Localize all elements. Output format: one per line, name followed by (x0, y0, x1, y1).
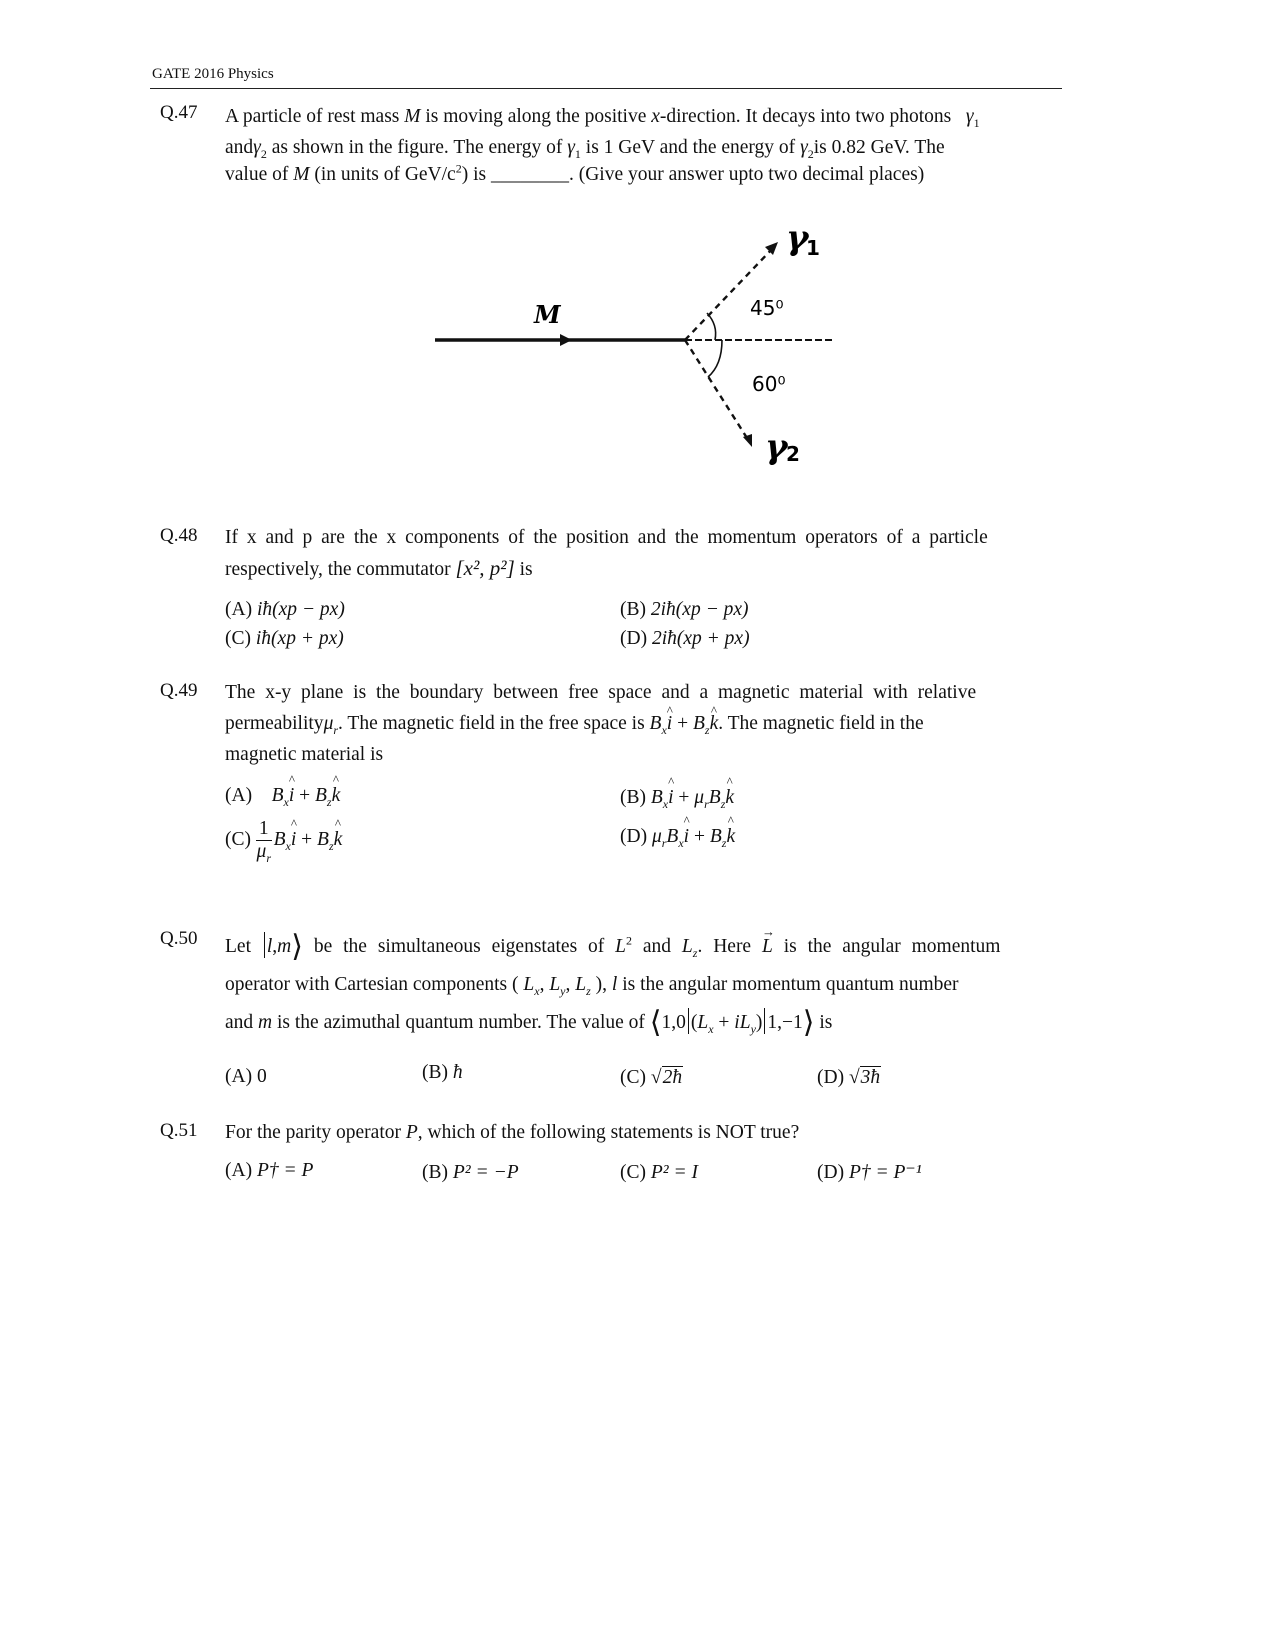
gamma1-arrowhead (765, 242, 778, 255)
q49-option-a[interactable]: (A) $B_x\^{}$ $i + B_z\^{}$ k (225, 785, 340, 807)
question-51-text: For the parity operator P, which of the following statements is NOT true? (225, 1122, 800, 1143)
q49-line-1: The x-y plane is the boundary between free space and a magnetic material with relative (225, 682, 977, 703)
question-number-50: Q.50 (160, 928, 198, 949)
label-gamma2: γ (765, 427, 788, 467)
q51-option-b[interactable]: (B) P² = −P (422, 1162, 519, 1183)
q50-option-a[interactable]: (A) 0 (225, 1066, 267, 1087)
label-gamma1-sub: 1 (806, 236, 820, 260)
q51-option-a[interactable]: (A) P† = P (225, 1160, 314, 1181)
label-angle-60: 60⁰ (752, 372, 786, 396)
label-gamma2-sub: 2 (786, 442, 800, 466)
q49-option-b[interactable]: (B) $B_x\^{}$ $i + \mu_rB_z\^{}$ k (620, 787, 734, 809)
question-number-47: Q.47 (160, 102, 198, 123)
question-number-51: Q.51 (160, 1120, 198, 1141)
gamma1-path (685, 248, 773, 340)
q48-option-c[interactable]: (C) iħ(xp + px) (225, 628, 344, 649)
q49-line-3: magnetic material is (225, 744, 384, 765)
q50-line-3: and m is the azimuthal quantum number. The value of ⟨1,0 $(L_x + iL_y)$ 1,−1⟩ is (225, 1006, 833, 1039)
q48-option-b[interactable]: (B) 2iħ(xp − px) (620, 599, 749, 620)
question-50-text (225, 928, 1045, 1042)
track-arrowhead (560, 334, 572, 346)
question-49-text (225, 677, 1045, 770)
q51-option-d[interactable]: (D) P† = P⁻¹ (817, 1162, 922, 1183)
angle-arc-60 (708, 340, 722, 377)
q50-option-d[interactable]: (D) √3ħ (817, 1067, 881, 1088)
angle-arc-45 (707, 313, 716, 340)
page-header: GATE 2016 Physics (152, 66, 274, 82)
q50-option-b[interactable]: (B) ħ (422, 1062, 463, 1083)
q47-line-3: value of M (in units of GeV/$c^2$) is ________. (Give your answer upto two decimal places) (225, 161, 925, 185)
q48-line-1: If x and p are the x components of the position and the momentum operators of a particle (225, 527, 988, 548)
q49-option-d[interactable]: (D) $\mu_rB_x\^{}$ $i + B_z\^{}$ k (620, 826, 735, 848)
label-M: M (534, 300, 561, 329)
q48-option-d[interactable]: (D) 2iħ(xp + px) (620, 628, 750, 649)
question-47-text (225, 101, 1045, 190)
question-number-49: Q.49 (160, 680, 198, 701)
q49-option-c[interactable]: (C) $\frac{1}{\mu_r}$ $B_x\^{}$ $i + B_z\^{}$ k (225, 818, 342, 863)
q51-option-c[interactable]: (C) P² = I (620, 1162, 699, 1183)
q50-line-1: Let l,m⟩ be the simultaneous eigenstates of $L^2$ and $L_z$. Here → L is the angular momentum (225, 928, 1045, 966)
q47-line-1: A particle of rest mass M is moving along the positive x-direction. It decays into two photons $\gamma_1$ (225, 106, 980, 130)
q48-option-a[interactable]: (A) iħ(xp − px) (225, 599, 345, 620)
question-48-text (225, 522, 1045, 585)
q49-line-2: permeabilityμ$_r$. The magnetic field in the free space is $B_x\^{}$ $i + B_z\^{}$ k. The magnetic field in the (225, 708, 1045, 739)
q50-line-2: operator with Cartesian components ( $L_x$, $L_y$, $L_z$ ), l is the angular momentum quantum number (225, 974, 959, 998)
label-gamma1: γ (786, 218, 809, 258)
question-number-48: Q.48 (160, 525, 198, 546)
gamma2-path (685, 340, 747, 438)
label-angle-45: 45⁰ (750, 296, 784, 320)
decay-diagram (430, 215, 850, 475)
q50-option-c[interactable]: (C) √2ħ (620, 1067, 683, 1088)
q48-line-2: respectively, the commutator [x², p²] is (225, 556, 533, 580)
header-divider (150, 88, 1062, 89)
q47-line-2: andγ$_2$ as shown in the figure. The energy of $\gamma_1$ is 1 GeV and the energy of $\gamma_2is$ 0.82 GeV. The (225, 137, 945, 161)
